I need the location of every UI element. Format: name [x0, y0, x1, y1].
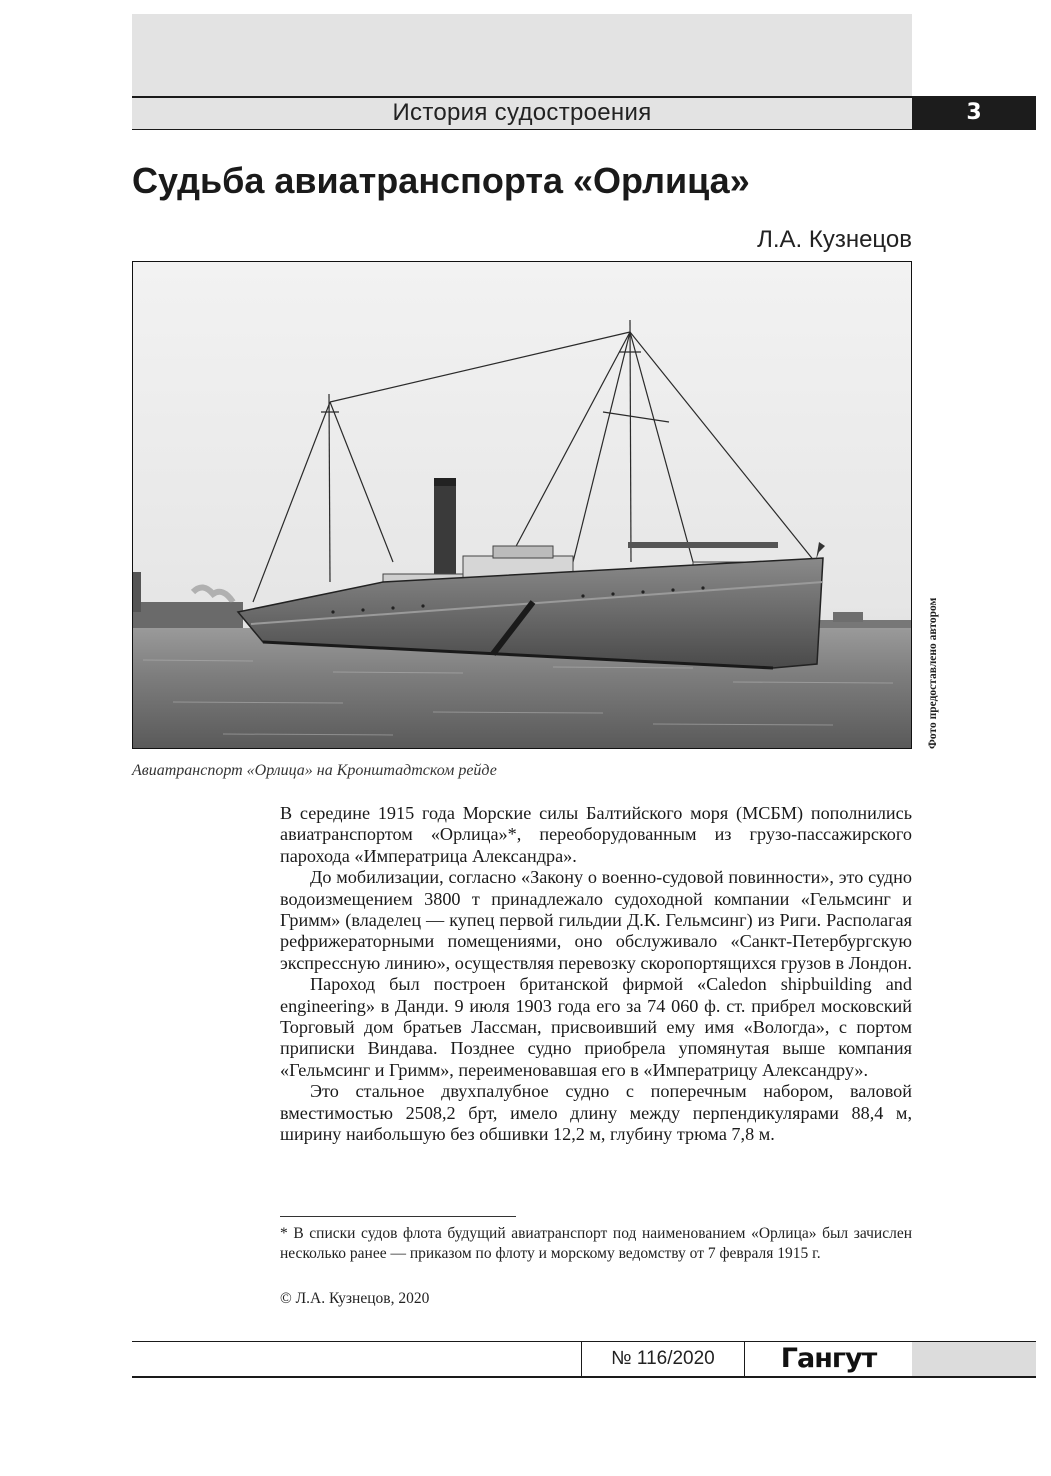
issue-number: № 116/2020 [581, 1342, 745, 1376]
section-title: История судостроения [392, 99, 652, 126]
footnote: * В списки судов флота будущий авиатранспорт под наименованием «Орлица» был зачислен несколько ранее — приказом по флоту и морскому ведомству от 7 февраля 1915 г. [280, 1225, 912, 1262]
ship-funnel [434, 478, 456, 578]
body-paragraph: Это стальное двухпалубное судно с поперечным набором, валовой вместимостью 2508,2 брт, имело длину между перпендикулярами 88,4 м, ширину наибольшую без обшивки 12,2 м, глубину трюма 7,8 м. [280, 1081, 912, 1145]
article-title: Судьба авиатранспорта «Орлица» [132, 160, 750, 201]
footnote-divider [280, 1216, 516, 1217]
photo-caption: Авиатранспорт «Орлица» на Кронштадтском рейде [132, 762, 497, 779]
article-author: Л.А. Кузнецов [757, 226, 912, 253]
ship-photo [132, 261, 912, 749]
footer-grey-band [912, 1342, 1036, 1376]
page-number: 3 [912, 96, 1036, 130]
page-footer [132, 1341, 1036, 1378]
journal-logo: Гангут [780, 1343, 877, 1374]
body-paragraph: До мобилизации, согласно «Закону о военно-судовой повинности», это судно водоизмещением 3800 т принадлежало судоходной компании «Гельмсинг и Гримм» (владелец — купец первой гильдии Д.К. Гельмсинг) из Риги. Располагая рефрижераторными помещениями, оно обслуживало «Санкт-Петербургскую экспрессную линию», осуществляя перевозку скоропортящихся грузов в Лондон. [280, 867, 912, 973]
section-header-bar [132, 96, 912, 130]
body-paragraph: Пароход был построен британской фирмой «Caledon shipbuilding and engineering» в Данди. 9 июля 1903 года его за 74 060 ф. ст. прибрел московский Торговый дом братьев Лассман, присвоивший ему имя «Вологда», с портом приписки Виндава. Позднее судно приобрела упомянутая выше компания «Гельмсинг и Гримм», переименовавшая его в «Императрицу Александру». [280, 974, 912, 1080]
header-top-band [132, 14, 912, 96]
ship-photo-illustration [133, 262, 911, 748]
body-paragraph: В середине 1915 года Морские силы Балтийского моря (МСБМ) пополнились авиатранспортом «Орлица»*, переоборудованным из грузо-пассажирского парохода «Императрица Александра». [280, 803, 912, 866]
copyright-notice: © Л.А. Кузнецов, 2020 [280, 1290, 430, 1307]
article-body [280, 803, 912, 1146]
photo-credit: Фото предоставлено автором [927, 597, 939, 749]
